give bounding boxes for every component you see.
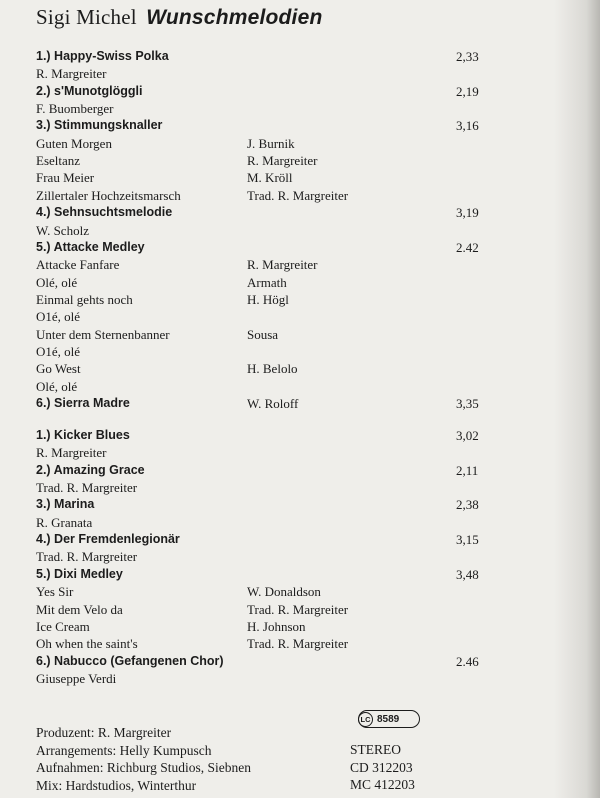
track-row [0,117,600,134]
track-detail-row [0,343,600,360]
track-title: 1.) Happy-Swiss Polka [36,49,169,63]
track-detail-row [0,635,600,652]
label-code-logo [358,710,420,728]
track-duration: 2.46 [456,653,479,669]
track-detail-row [0,65,600,82]
track-credit: Trad. R. Margreiter [36,480,138,496]
track-credit: Trad. R. Margreiter [36,549,138,565]
track-credit: Zillertaler Hochzeitsmarsch [36,187,181,203]
track-row [0,395,600,412]
track-duration: 2.42 [456,239,479,255]
track-credit: Guten Morgen [36,135,112,151]
composer: H. Högl [247,291,289,307]
track-title: 6.) Nabucco (Gefangenen Chor) [36,653,224,668]
track-detail-row [0,514,600,531]
track-credit: Olé, olé [36,274,78,290]
composer: H. Johnson [247,618,306,634]
track-row [0,531,600,548]
track-title: 6.) Sierra Madre [36,396,130,410]
page-title [36,5,323,30]
label-code-prefix: LC [358,712,373,727]
track-row [0,462,600,479]
track-title: 5.) Dixi Medley [36,566,123,581]
track-row [0,48,600,65]
track-credit: O1é, olé [36,309,81,325]
track-duration: 2,19 [456,83,479,99]
album-title: Wunschmelodien [146,6,323,29]
track-credit: O1é, olé [36,343,81,359]
credit-producer: Produzent: R. Margreiter [36,725,172,740]
track-row [0,204,600,221]
track-credit: Yes Sir [36,584,74,600]
track-credit: R. Granata [36,514,93,530]
composer: R. Margreiter [247,257,318,273]
track-detail-row [0,670,600,687]
track-detail-row [0,308,600,325]
track-credit: Go West [36,361,81,377]
track-row [0,496,600,513]
credit-mix: Mix: Hardstudios, Winterthur [36,777,197,793]
composer: Sousa [247,326,279,342]
composer: Trad. R. Margreiter [247,187,349,203]
track-duration: 2,33 [456,49,479,64]
track-credit: Oh when the saint's [36,636,138,652]
composer: Trad. R. Margreiter [247,601,349,617]
track-duration: 3,02 [456,428,479,443]
track-detail-row [0,479,600,496]
track-detail-row [0,360,600,377]
label-code-number: 8589 [377,713,400,725]
track-credit: Mit dem Velo da [36,601,123,617]
track-detail-row [0,187,600,204]
track-row [0,83,600,100]
track-credit: R. Margreiter [36,66,107,82]
composer: W. Donaldson [247,584,321,600]
track-credit: Attacke Fanfare [36,257,120,273]
release-mc-number: MC 412203 [350,777,415,792]
track-detail-row [0,274,600,291]
track-title: 3.) Marina [36,497,95,512]
track-detail-row [0,618,600,635]
credit-recordings: Aufnahmen: Richburg Studios, Siebnen [36,760,251,775]
track-detail-row [0,548,600,565]
track-credit: Einmal gehts noch [36,291,133,307]
composer: J. Burnik [247,135,295,151]
track-title: 4.) Der Fremdenlegionär [36,532,180,547]
composer: Trad. R. Margreiter [247,636,349,652]
track-title: 1.) Kicker Blues [36,428,130,442]
track-detail-row [0,326,600,343]
track-detail-row [0,100,600,117]
track-credit: Frau Meier [36,170,95,186]
track-credit: Eseltanz [36,153,81,169]
artist-name: Sigi Michel [36,5,137,29]
composer: M. Kröll [247,170,293,186]
track-duration: 3,16 [456,118,479,134]
release-format: STEREO [350,742,402,757]
track-duration: 3,19 [456,205,479,221]
track-row [0,239,600,256]
track-row [0,427,600,444]
track-detail-row [0,601,600,618]
release-cd-number: CD 312203 [350,759,413,775]
composer: H. Belolo [247,361,298,377]
track-title: 2.) Amazing Grace [36,462,145,477]
track-detail-row [0,256,600,273]
track-detail-row [0,444,600,461]
track-detail-row [0,169,600,186]
track-title: 2.) s'Munotglöggli [36,83,143,98]
track-detail-row [0,583,600,600]
track-credit: R. Margreiter [36,445,107,461]
track-credit: Giuseppe Verdi [36,670,117,686]
credits [36,724,251,794]
track-detail-row [0,378,600,395]
composer: W. Roloff [247,396,299,411]
composer: Armath [247,274,287,290]
composer: R. Margreiter [247,153,318,169]
track-detail-row [0,291,600,308]
track-credit: Ice Cream [36,618,90,634]
track-credit: W. Scholz [36,222,89,238]
track-duration: 3,35 [456,396,479,411]
track-row [0,653,600,670]
track-title: 3.) Stimmungsknaller [36,118,163,133]
track-detail-row [0,152,600,169]
track-credit: Unter dem Sternenbanner [36,326,170,342]
track-credit: Olé, olé [36,378,78,394]
credit-arrangements: Arrangements: Helly Kumpusch [36,742,212,758]
track-detail-row [0,135,600,152]
track-duration: 2,11 [456,462,479,478]
track-row [0,566,600,583]
track-duration: 2,38 [456,497,479,513]
track-detail-row [0,222,600,239]
track-title: 5.) Attacke Medley [36,239,145,254]
track-credit: F. Buomberger [36,101,114,117]
track-duration: 3,15 [456,532,479,548]
track-duration: 3,48 [456,566,479,582]
release-info [350,741,415,794]
track-title: 4.) Sehnsuchtsmelodie [36,205,173,220]
